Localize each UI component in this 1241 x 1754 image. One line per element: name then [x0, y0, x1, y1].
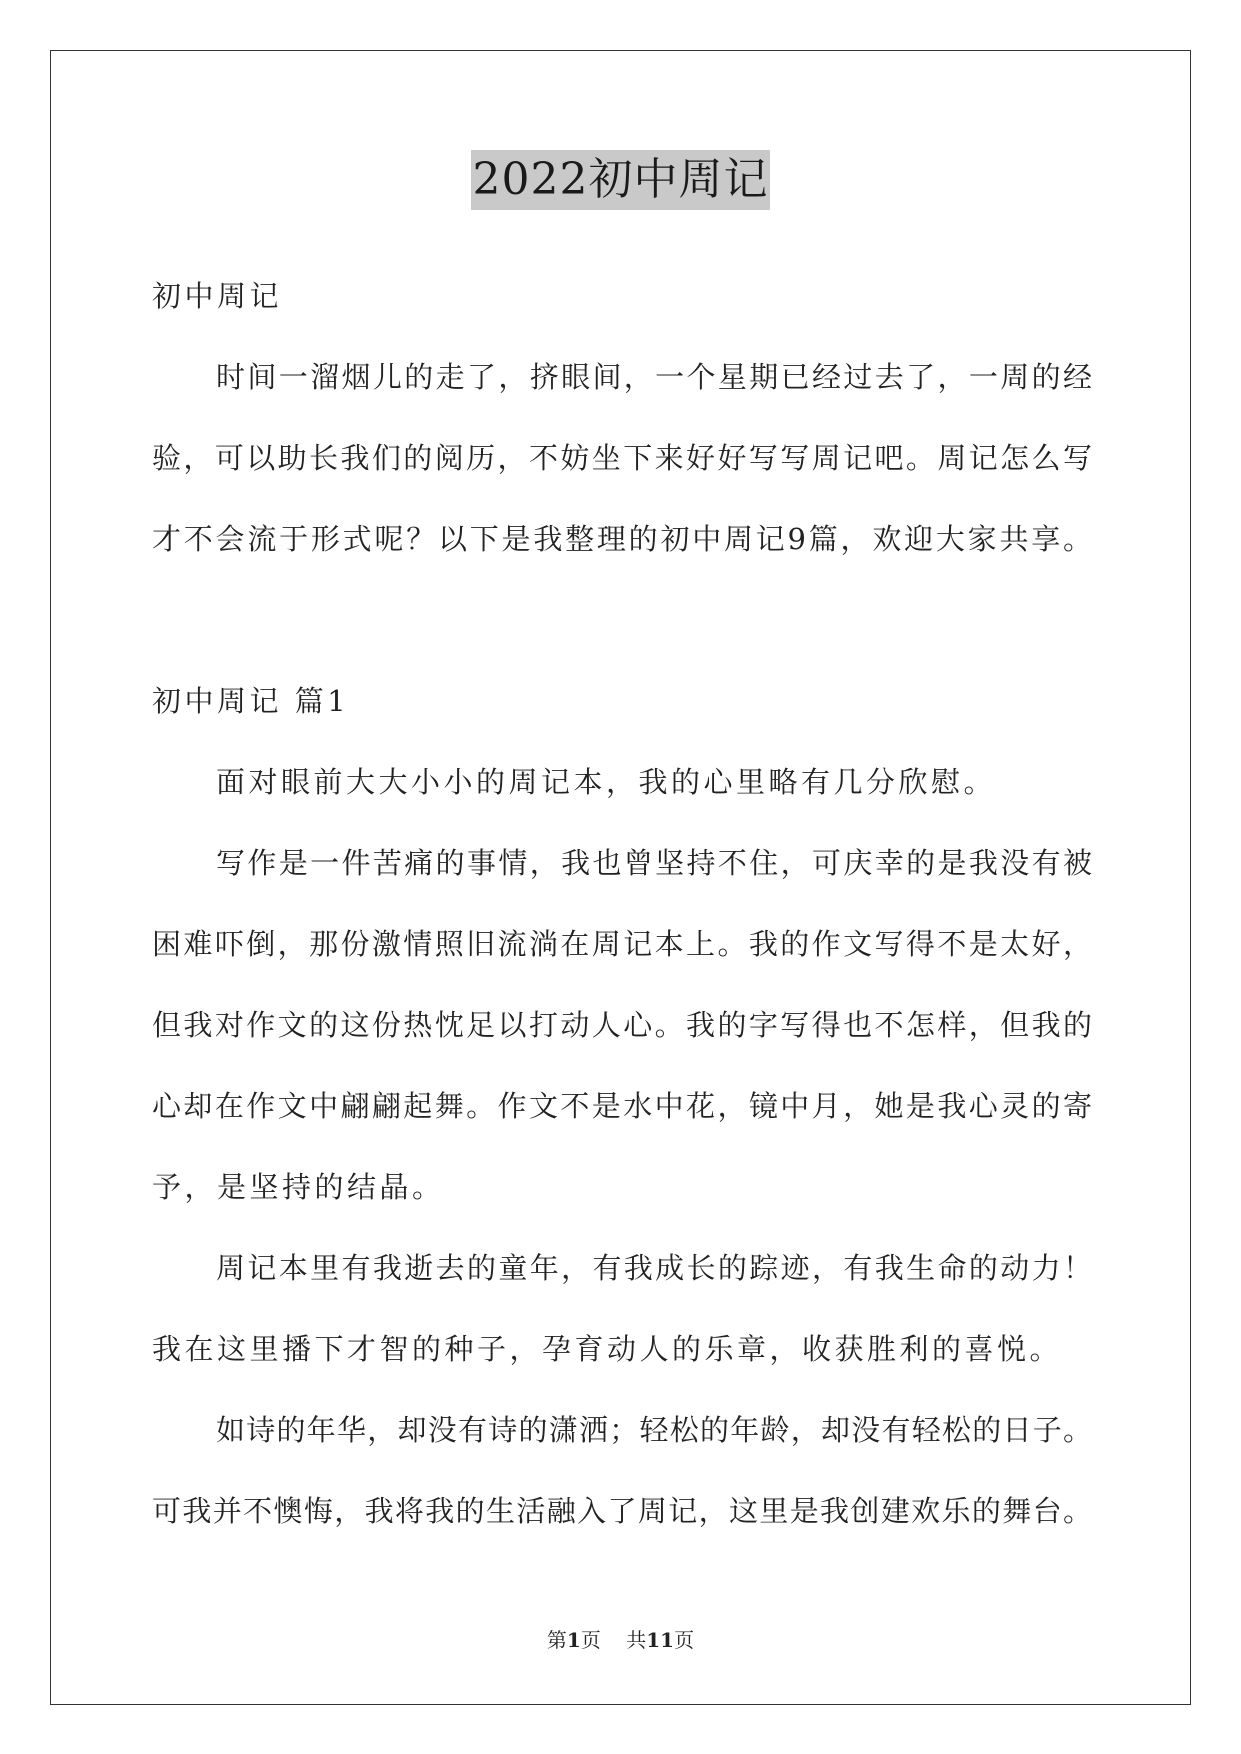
total-pages: 11 — [646, 1628, 675, 1652]
document-body — [152, 256, 1092, 1552]
title-area — [0, 150, 1241, 210]
total-suffix: 页 — [674, 1628, 695, 1652]
page-prefix: 第 — [546, 1628, 567, 1652]
document-title: 2022初中周记 — [471, 150, 771, 210]
paragraph-line: 面对眼前大大小小的周记本，我的心里略有几分欣慰。 — [216, 765, 997, 799]
page-number: 1 — [566, 1628, 581, 1652]
total-prefix: 共 — [626, 1628, 647, 1652]
paragraph-line: 验，可以助长我们的阅历，不妨坐下来好好写写周记吧。周记怎么写 — [152, 441, 1092, 475]
paragraph-line: 但我对作文的这份热忱足以打动人心。我的字写得也不怎样，但我的 — [152, 1008, 1092, 1042]
blank-line — [152, 580, 1092, 661]
paragraph-line: 才不会流于形式呢？以下是我整理的初中周记9篇，欢迎大家共享。 — [152, 522, 1092, 556]
paragraph-line: 时间一溜烟儿的走了，挤眼间，一个星期已经过去了，一周的经 — [216, 360, 1092, 394]
page-suffix: 页 — [580, 1628, 601, 1652]
paragraph-line: 可我并不懊悔，我将我的生活融入了周记，这里是我创建欢乐的舞台。 — [152, 1494, 1092, 1528]
paragraph-line: 困难吓倒，那份激情照旧流淌在周记本上。我的作文写得不是太好， — [152, 927, 1092, 961]
paragraph-line: 予，是坚持的结晶。 — [152, 1170, 445, 1204]
section-heading: 初中周记 篇1 — [152, 684, 350, 718]
page-footer — [0, 1624, 1241, 1653]
paragraph-line: 我在这里播下才智的种子，孕育动人的乐章，收获胜利的喜悦。 — [152, 1332, 1063, 1366]
section-heading: 初中周记 — [152, 279, 283, 313]
paragraph-line: 如诗的年华，却没有诗的潇洒；轻松的年龄，却没有轻松的日子。 — [216, 1413, 1092, 1447]
paragraph-line: 心却在作文中翩翩起舞。作文不是水中花，镜中月，她是我心灵的寄 — [152, 1089, 1092, 1123]
paragraph-line: 写作是一件苦痛的事情，我也曾坚持不住，可庆幸的是我没有被 — [216, 846, 1092, 880]
paragraph-line: 周记本里有我逝去的童年，有我成长的踪迹，有我生命的动力！ — [216, 1251, 1092, 1285]
